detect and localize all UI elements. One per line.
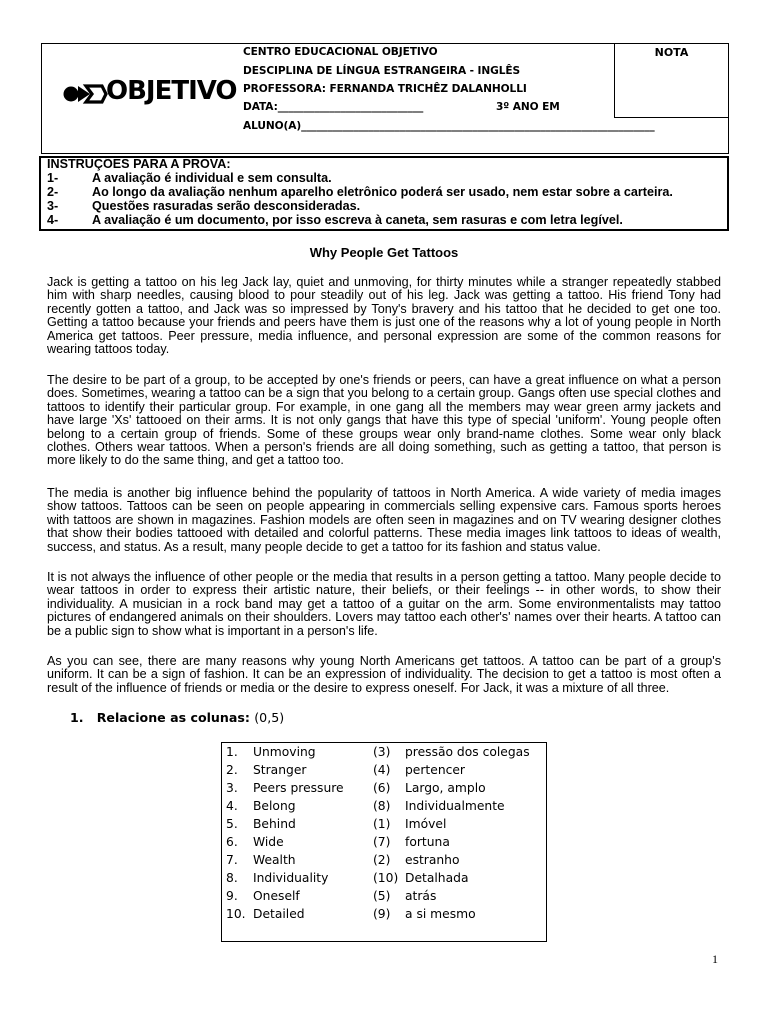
paragraph-text: Jack is getting a tattoo on his leg Jack lay, quiet and unmoving, for thirty minutes while a stranger repeatedly stabbed him with sharp needles, causing blood to pour steadily out of his leg. Jack was getting a tattoo. His friend Tony had recently gotten a tattoo, and Jack was so impressed by Tony's bravery and his tattoo that he decided to get one too. Getting a tattoo because your friends and peers have them is just one of the reasons why a lot of young people in North America get tattoos. Peer pressure, media influence, and personal expression are some of the common reasons for wearing tattoos today. (47, 275, 721, 357)
match-row-translation: fortuna (405, 835, 450, 849)
match-row-number: 3. (226, 781, 238, 795)
match-row-translation: pertencer (405, 763, 465, 777)
match-row-answer[interactable]: (5) (373, 889, 391, 903)
subject-name: DESCIPLINA DE LÍNGUA ESTRANGEIRA - INGLÊS (243, 65, 521, 77)
page-number: 1 (712, 952, 718, 966)
match-row-answer[interactable]: (2) (373, 853, 391, 867)
match-row-translation: estranho (405, 853, 460, 867)
instruction-text: A avaliação é individual e sem consulta. (92, 171, 332, 185)
instruction-text: A avaliação é um documento, por isso escreva à caneta, sem rasuras e com letra legível. (92, 213, 623, 227)
match-row-number: 7. (226, 853, 238, 867)
match-row-answer[interactable]: (9) (373, 907, 391, 921)
instruction-number: 4- (47, 213, 59, 227)
match-row-word: Individuality (253, 871, 329, 885)
match-row-number: 4. (226, 799, 238, 813)
match-row-answer[interactable]: (4) (373, 763, 391, 777)
match-row-word: Unmoving (253, 745, 316, 759)
match-row-number: 1. (226, 745, 238, 759)
instruction-number: 1- (47, 171, 59, 185)
match-row-translation: Individualmente (405, 799, 505, 813)
match-row-translation: Detalhada (405, 871, 469, 885)
match-row-translation: a si mesmo (405, 907, 476, 921)
match-row-number: 9. (226, 889, 238, 903)
match-row-translation: Largo, amplo (405, 781, 486, 795)
grade-label: NOTA (654, 46, 689, 59)
match-row-answer[interactable]: (7) (373, 835, 391, 849)
match-row-number: 6. (226, 835, 238, 849)
match-row-translation: pressão dos colegas (405, 745, 530, 759)
article-title: Why People Get Tattoos (309, 245, 459, 260)
article-paragraph (47, 276, 721, 356)
match-row-answer[interactable]: (8) (373, 799, 391, 813)
teacher-name: PROFESSORA: FERNANDA TRICHÊZ DALANHOLLI (243, 83, 527, 95)
article-paragraph (47, 374, 721, 468)
date-field[interactable]: DATA:____________________________ (243, 101, 424, 113)
match-row-number: 10. (226, 907, 246, 921)
paragraph-text: The media is another big influence behind the popularity of tattoos in North America. A wide variety of media images show tattoos. Tattoos can be seen on people appearing in commercials selling expensive cars. Famous sports heroes with tattoos are shown in magazines. Fashion models are often seen in magazines and on TV wearing designer clothes that show their bodies tattooed with detailed and colorful patterns. These media images link tattoos to ideas of wealth, success, and status. As a result, many people decide to get a tattoo for its fashion and status value. (47, 486, 721, 554)
article-paragraph (47, 571, 721, 638)
instructions-heading: INSTRUÇÕES PARA A PROVA: (47, 157, 231, 171)
question-number: 1. (70, 710, 84, 725)
logo-wordmark: OBJETIVO (106, 76, 237, 106)
match-row-word: Wealth (253, 853, 296, 867)
match-row-word: Oneself (253, 889, 300, 903)
match-row-word: Stranger (253, 763, 307, 777)
grade-level: 3º ANO EM (496, 101, 560, 113)
instruction-text: Ao longo da avaliação nenhum aparelho eletrônico poderá ser usado, nem estar sobre a carteira. (92, 185, 673, 199)
match-row-word: Peers pressure (253, 781, 344, 795)
instruction-number: 3- (47, 199, 59, 213)
match-row-answer[interactable]: (6) (373, 781, 391, 795)
paragraph-text: The desire to be part of a group, to be accepted by one's friends or peers, can have a great influence on what a person does. Sometimes, wearing a tattoo can be a sign that you belong to a certain group. Gangs often use special clothes and tattoos to identify their particular group. For example, in one gang all the members may wear green army jackets and have large 'Xs' tattooed on their arms. It is not only gangs that have this type of special 'uniform'. Young people often belong to a certain group of friends. Some of these groups wear only brand-name clothes. Some wear only black clothes. Others wear tattoos. When a person's friends are all doing something, such as getting a tattoo, that person is more likely to do the same thing, and get a tattoo too. (47, 373, 721, 468)
match-row-number: 5. (226, 817, 238, 831)
instruction-text: Questões rasuradas serão desconsideradas. (92, 199, 361, 213)
match-row-word: Behind (253, 817, 296, 831)
match-row-translation: atrás (405, 889, 437, 903)
match-row-number: 8. (226, 871, 238, 885)
match-row-number: 2. (226, 763, 238, 777)
article-paragraph (47, 487, 721, 554)
match-row-word: Belong (253, 799, 296, 813)
question-prompt: Relacione as colunas: (96, 710, 250, 725)
paragraph-text: As you can see, there are many reasons why young North Americans get tattoos. A tattoo can be part of a group's uniform. It can be a sign of fashion. It can be an expression of individuality. The decision to get a tattoo is most often a result of the influence of friends or media or the desire to express oneself. For Jack, it was a mixture of all three. (47, 654, 721, 695)
match-row-answer[interactable]: (1) (373, 817, 391, 831)
match-row-answer[interactable]: (3) (373, 745, 391, 759)
school-name: CENTRO EDUCACIONAL OBJETIVO (243, 46, 438, 58)
match-row-answer[interactable]: (10) (373, 871, 399, 885)
instruction-number: 2- (47, 185, 59, 199)
match-row-word: Wide (253, 835, 284, 849)
question-heading (70, 710, 284, 725)
student-name-field[interactable]: ALUNO(A)____________________________________________________________________ (243, 120, 655, 132)
match-row-translation: Imóvel (405, 817, 447, 831)
paragraph-text: It is not always the influence of other people or the media that results in a person getting a tattoo. Many people decide to wear tattoos in order to express their artistic nature, their beliefs, or their feelings -- in other words, to show their individuality. A musician in a rock band may get a tattoo of a guitar on the arm. Some environmentalists may tattoo pictures of endangered animals on their shoulders. Lovers may tattoo each other's' names over their hearts. A tattoo can be a public sign to show what is important in a person's life. (47, 570, 721, 638)
question-score: (0,5) (254, 710, 285, 725)
article-paragraph (47, 655, 721, 695)
match-row-word: Detailed (253, 907, 305, 921)
